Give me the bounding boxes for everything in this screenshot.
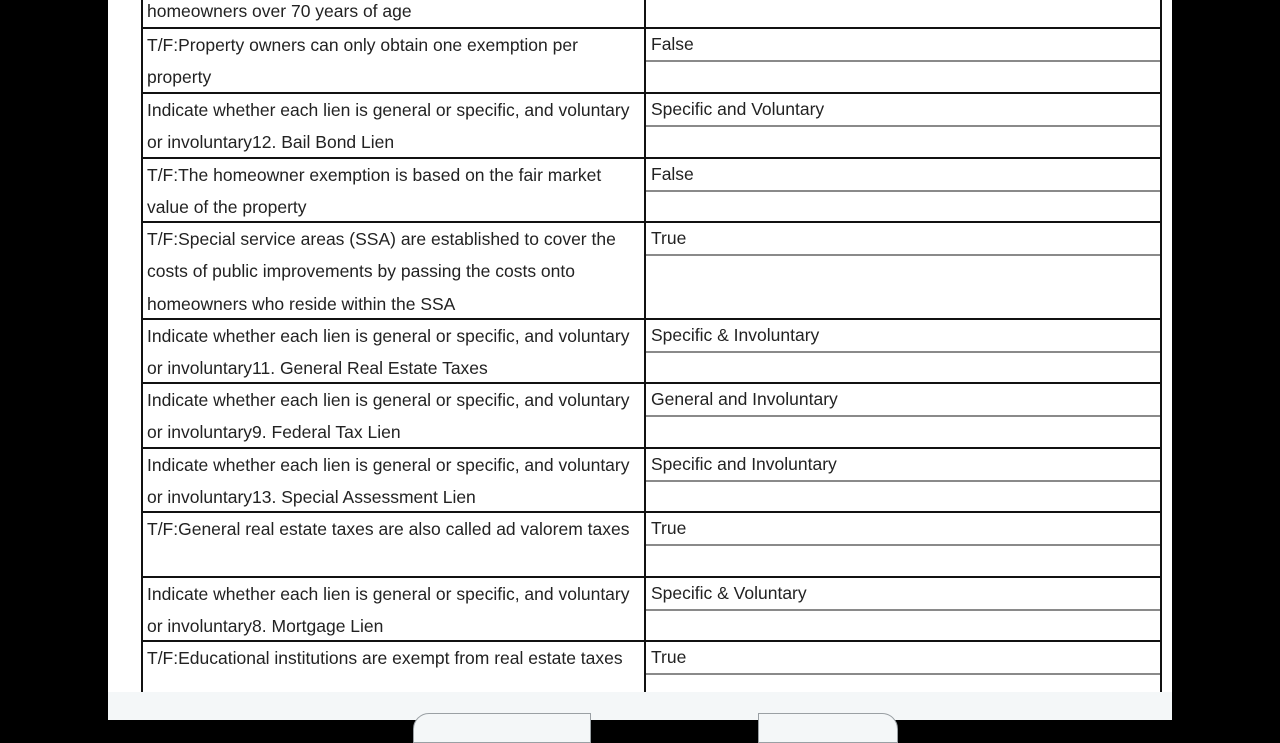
table-row [141,223,1162,320]
answer-text: Specific & Involuntary [646,320,1160,353]
answer-blank [646,482,1160,511]
table-row [141,384,1162,449]
document-page [108,0,1172,692]
answer-text: Specific & Voluntary [646,578,1160,611]
table-row [141,449,1162,513]
answer-cell [646,449,1160,511]
table-row [141,320,1162,384]
answer-blank [646,417,1160,447]
table-row [141,94,1162,159]
answer-text: True [646,223,1160,256]
answer-text: Specific and Voluntary [646,94,1160,127]
table-row [141,159,1162,223]
question-cell [143,0,646,27]
answer-cell [646,320,1160,382]
answer-text: False [646,29,1160,62]
answer-cell [646,94,1160,157]
answer-cell [646,223,1160,318]
question-cell: Indicate whether each lien is general or specific, and voluntary or involuntary12. Bail Bond Lien [143,94,646,157]
answer-blank [646,353,1160,382]
question-cell: T/F:Special service areas (SSA) are established to cover the costs of public improvements by passing the costs onto homeowners who reside within the SSA [143,223,646,318]
question-cell: T/F:Educational institutions are exempt from real estate taxes [143,642,646,692]
answer-blank [646,0,1160,27]
answer-text: False [646,159,1160,192]
question-cell: T/F:General real estate taxes are also called ad valorem taxes [143,513,646,576]
table-row [141,578,1162,642]
answer-blank [646,611,1160,640]
bottom-action-bar [108,692,1172,720]
answer-text: True [646,642,1160,675]
answer-blank [646,62,1160,92]
question-cell: T/F:The homeowner exemption is based on the fair market value of the property [143,159,646,221]
question-cell: Indicate whether each lien is general or specific, and voluntary or involuntary13. Special Assessment Lien [143,449,646,511]
question-cell: Indicate whether each lien is general or specific, and voluntary or involuntary9. Federal Tax Lien [143,384,646,447]
qa-table [141,0,1162,692]
answer-cell [646,29,1160,92]
answer-text: True [646,513,1160,546]
question-cell: Indicate whether each lien is general or specific, and voluntary or involuntary11. General Real Estate Taxes [143,320,646,382]
next-button[interactable] [758,713,898,743]
previous-button[interactable] [413,713,591,743]
question-cell: Indicate whether each lien is general or specific, and voluntary or involuntary8. Mortgage Lien [143,578,646,640]
answer-cell [646,513,1160,576]
answer-cell [646,642,1160,692]
answer-cell [646,578,1160,640]
table-row [141,29,1162,94]
question-cell: T/F:Property owners can only obtain one exemption per property [143,29,646,92]
answer-blank [646,675,1160,692]
answer-blank [646,192,1160,221]
answer-cell [646,0,1160,27]
answer-blank [646,256,1160,318]
answer-blank [646,546,1160,576]
answer-cell [646,159,1160,221]
table-row [141,0,1162,29]
question-text: homeowners over 70 years of age [147,1,412,21]
answer-cell [646,384,1160,447]
answer-text: Specific and Involuntary [646,449,1160,482]
table-row [141,642,1162,692]
answer-text: General and Involuntary [646,384,1160,417]
table-row [141,513,1162,578]
answer-blank [646,127,1160,157]
